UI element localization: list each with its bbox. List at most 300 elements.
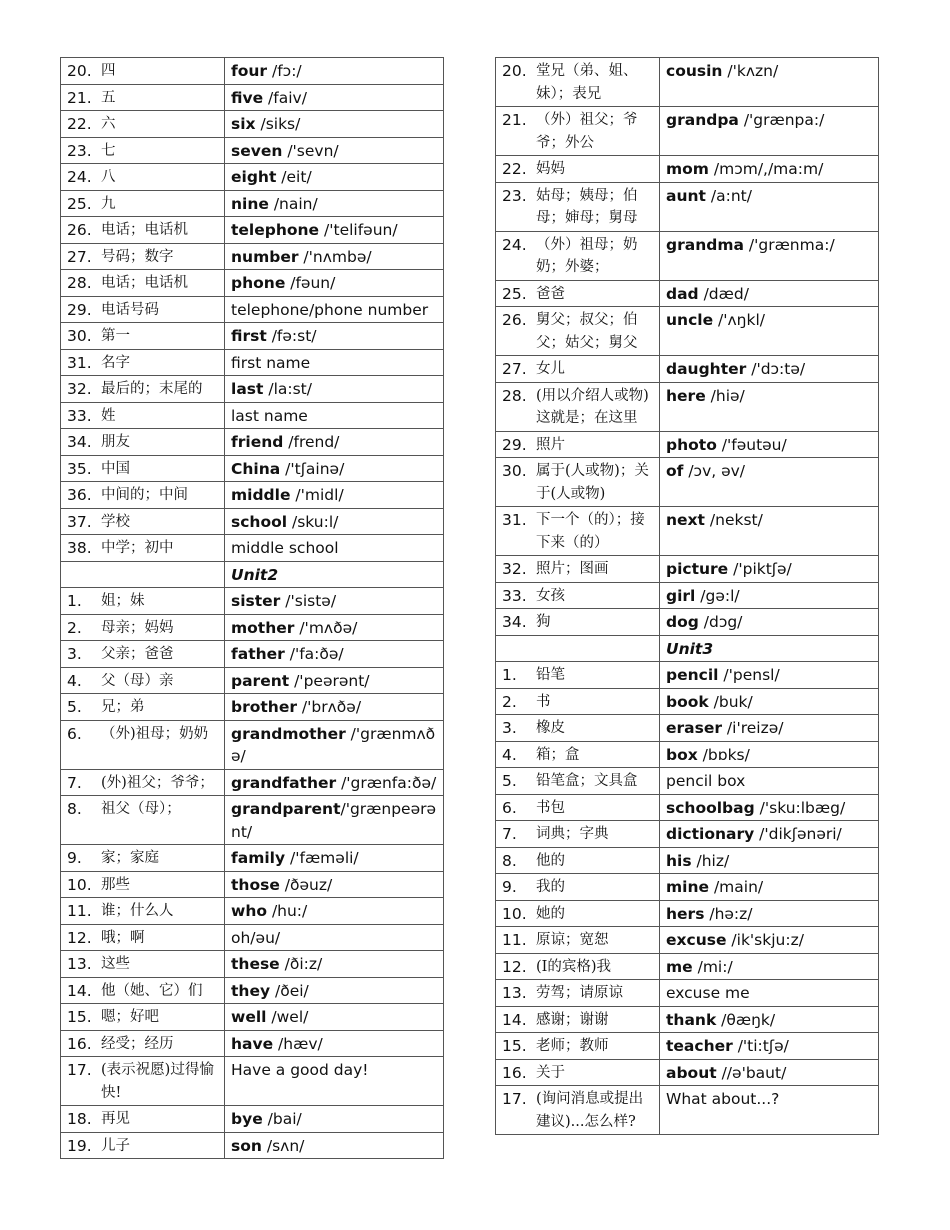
entry-number: 34.: [502, 613, 527, 631]
phonetic: /'sevn/: [282, 141, 339, 160]
english-word: family: [231, 849, 286, 867]
english-word: box: [666, 745, 698, 764]
phonetic: /'fəutəu/: [716, 435, 787, 454]
chinese-meaning-cell: [61, 296, 225, 323]
chinese-meaning-cell: [496, 1033, 660, 1060]
english-word: mine: [666, 878, 710, 896]
english-word: oh/əu/: [231, 928, 281, 947]
english-word-cell: [225, 898, 444, 925]
entry-number: 28.: [502, 386, 527, 405]
chinese-meaning-cell: [496, 1006, 660, 1033]
chinese-meaning: 中间的；中间: [101, 487, 188, 503]
vocab-row: [61, 429, 444, 456]
english-word: grandma: [666, 235, 744, 254]
entry-number: 25.: [502, 284, 527, 303]
phonetic: /fə:st/: [266, 327, 317, 345]
entry-number: 36.: [67, 486, 92, 504]
english-word-cell: [225, 164, 444, 191]
english-word-cell: [660, 231, 879, 280]
entry-number: 17.: [502, 1090, 527, 1108]
english-word-cell: [225, 1057, 444, 1106]
chinese-meaning: 四: [101, 63, 116, 79]
phonetic: /fɔ:/: [267, 62, 302, 80]
english-word: hers: [666, 904, 705, 923]
vocab-row: [496, 847, 879, 874]
entry-number: 28.: [67, 274, 92, 292]
english-word: first name: [231, 353, 311, 372]
chinese-meaning: 劳驾；请原谅: [536, 985, 623, 1001]
chinese-meaning: 哦；啊: [101, 929, 145, 946]
vocab-row: [61, 1030, 444, 1057]
phonetic: /'grænmʌðə/: [231, 724, 436, 765]
english-word: eraser: [666, 719, 722, 737]
english-word: four: [231, 62, 268, 80]
entry-number: 31.: [67, 353, 92, 372]
chinese-meaning-cell: [496, 662, 660, 689]
english-word: his: [666, 851, 692, 870]
entry-number: 6.: [67, 724, 82, 743]
entry-number: 12.: [67, 928, 92, 947]
chinese-meaning: 爸爸: [536, 285, 565, 302]
english-word-cell: [225, 137, 444, 164]
chinese-meaning-cell: [496, 609, 660, 636]
english-word-cell: [225, 871, 444, 898]
entry-number: 16.: [67, 1034, 92, 1053]
english-word-cell: [660, 874, 879, 901]
phonetic: /sʌn/: [261, 1136, 305, 1155]
unit-title: Unit2: [225, 561, 444, 588]
entry-number: 13.: [502, 984, 527, 1002]
chinese-meaning-cell: [496, 741, 660, 768]
chinese-meaning-cell: [496, 356, 660, 383]
vocab-row: [61, 84, 444, 111]
chinese-meaning: 学校: [101, 513, 130, 530]
english-word: of: [666, 462, 684, 480]
vocab-row: [61, 508, 444, 535]
chinese-meaning-cell: [61, 614, 225, 641]
phonetic: /dæd/: [698, 284, 749, 303]
vocab-row: [496, 980, 879, 1007]
chinese-meaning-cell: [61, 1106, 225, 1133]
chinese-meaning: 舅父；叔父；伯父；姑父；舅父: [536, 312, 638, 351]
unit-heading-row: [496, 635, 879, 662]
phonetic: /hə:z/: [704, 904, 753, 923]
entry-number: 17.: [67, 1061, 92, 1079]
english-word-cell: [225, 614, 444, 641]
english-word-cell: [660, 556, 879, 583]
english-word: they: [231, 981, 271, 1000]
entry-number: 30.: [67, 327, 92, 345]
entry-number: 32.: [502, 560, 527, 578]
english-word: five: [231, 88, 264, 107]
vocab-row: [61, 137, 444, 164]
english-word-cell: [225, 58, 444, 85]
vocab-row: [496, 927, 879, 954]
entry-number: 24.: [502, 235, 527, 254]
chinese-meaning: 关于: [536, 1064, 565, 1081]
vocab-row: [61, 871, 444, 898]
english-word: have: [231, 1034, 274, 1053]
english-word: excuse: [666, 931, 727, 949]
entry-number: 20.: [502, 62, 527, 80]
phonetic: /ðəuz/: [279, 875, 333, 894]
english-word-cell: [225, 349, 444, 376]
english-word: grandpa: [666, 111, 739, 129]
chinese-meaning-cell: [496, 458, 660, 507]
chinese-meaning-cell: [496, 847, 660, 874]
entry-number: 27.: [67, 247, 92, 266]
vocab-row: [496, 821, 879, 848]
chinese-meaning-cell: [496, 980, 660, 1007]
vocab-row: [496, 900, 879, 927]
phonetic: /gə:l/: [695, 586, 740, 605]
entry-number: 31.: [502, 511, 527, 529]
chinese-meaning-cell: [61, 137, 225, 164]
english-word: me: [666, 957, 693, 976]
entry-number: 18.: [67, 1110, 92, 1128]
english-word-cell: [225, 769, 444, 796]
phonetic: /nekst/: [704, 511, 763, 529]
english-word: schoolbag: [666, 798, 755, 817]
entry-number: 30.: [502, 462, 527, 480]
english-word-cell: [660, 688, 879, 715]
phonetic: /bɒks/: [697, 745, 750, 764]
entry-number: 14.: [502, 1010, 527, 1029]
chinese-meaning: (询问消息或提出建议)...怎么样?: [536, 1091, 644, 1130]
chinese-meaning-cell: [496, 582, 660, 609]
entry-number: 38.: [67, 539, 92, 557]
vocab-row: [61, 296, 444, 323]
chinese-meaning: 这些: [101, 956, 130, 972]
english-word: thank: [666, 1010, 717, 1029]
chinese-meaning-cell: [496, 953, 660, 980]
english-word-cell: [225, 951, 444, 978]
english-word: seven: [231, 141, 283, 160]
english-word-cell: [225, 924, 444, 951]
english-word: excuse me: [666, 984, 750, 1002]
entry-number: 4.: [67, 671, 82, 690]
english-word-cell: [225, 588, 444, 615]
chinese-meaning: （外）祖母；奶奶；外婆；: [536, 236, 638, 275]
phonetic: /'peərənt/: [289, 671, 370, 690]
entry-number: 21.: [67, 88, 92, 107]
chinese-meaning: 电话；电话机: [101, 275, 188, 291]
english-word-cell: [660, 900, 879, 927]
vocab-row: [61, 535, 444, 562]
entry-number: 3.: [502, 719, 517, 737]
entry-number: 19.: [67, 1136, 92, 1155]
english-word: brother: [231, 698, 297, 716]
chinese-meaning: 姑母；姨母；伯母；婶母；舅母: [536, 187, 638, 226]
english-word: girl: [666, 586, 696, 605]
phonetic: /wel/: [266, 1008, 309, 1026]
chinese-meaning-cell: [61, 641, 225, 668]
english-word-cell: [225, 217, 444, 244]
english-word-cell: [660, 662, 879, 689]
chinese-meaning: （外)祖母；奶奶: [101, 725, 209, 742]
chinese-meaning-cell: [61, 482, 225, 509]
entry-number: 11.: [67, 902, 92, 920]
english-word-cell: [660, 821, 879, 848]
chinese-meaning-cell: [61, 190, 225, 217]
chinese-meaning-cell: [61, 924, 225, 951]
chinese-meaning: 妈妈: [536, 161, 565, 177]
vocab-row: [496, 231, 879, 280]
entry-number: 33.: [502, 586, 527, 605]
phonetic: /'kʌzn/: [722, 62, 779, 80]
phonetic: /'piktʃə/: [728, 560, 792, 578]
chinese-meaning: 再见: [101, 1111, 130, 1127]
english-word-cell: [225, 243, 444, 270]
vocab-row: [61, 217, 444, 244]
entry-number: 35.: [67, 459, 92, 478]
chinese-meaning: 女孩: [536, 587, 565, 604]
english-word-cell: [225, 296, 444, 323]
chinese-meaning-cell: [61, 349, 225, 376]
chinese-meaning: 电话号码: [101, 301, 159, 318]
phonetic: /ik'skju:z/: [726, 931, 804, 949]
chinese-meaning-cell: [496, 821, 660, 848]
english-word: middle school: [231, 539, 339, 557]
english-word-cell: [225, 429, 444, 456]
chinese-meaning-cell: [61, 508, 225, 535]
phonetic: /'grænpeərənt/: [231, 800, 437, 841]
phonetic: /bai/: [262, 1110, 302, 1128]
chinese-meaning-cell: [61, 871, 225, 898]
phonetic: /'grænpa:/: [738, 111, 825, 129]
english-word-cell: [660, 507, 879, 556]
english-word-cell: [660, 458, 879, 507]
chinese-meaning: 中学；初中: [101, 540, 174, 556]
vocab-row: [61, 190, 444, 217]
entry-number: 27.: [502, 360, 527, 378]
english-word-cell: [660, 107, 879, 156]
entry-number: 1.: [67, 592, 82, 610]
vocab-row: [496, 156, 879, 183]
vocab-row: [496, 953, 879, 980]
phonetic: /'sku:lbæg/: [754, 798, 846, 817]
vocab-table-right: [495, 57, 879, 1135]
chinese-meaning: 老师；教师: [536, 1038, 609, 1054]
chinese-meaning-cell: [61, 323, 225, 350]
entry-number: 33.: [67, 406, 92, 425]
english-word: well: [231, 1008, 267, 1026]
unit-heading-row: [61, 561, 444, 588]
english-word: dictionary: [666, 825, 755, 843]
chinese-meaning-cell: [61, 694, 225, 721]
entry-number: 12.: [502, 957, 527, 976]
english-word: these: [231, 955, 280, 973]
chinese-meaning: 感谢；谢谢: [536, 1011, 609, 1028]
english-word-cell: [225, 1132, 444, 1159]
english-word-cell: [225, 508, 444, 535]
english-word: eight: [231, 168, 277, 186]
english-word-cell: [660, 768, 879, 795]
vocab-row: [496, 715, 879, 742]
phonetic: /'ti:tʃə/: [732, 1037, 789, 1055]
vocab-row: [61, 720, 444, 769]
chinese-meaning-cell: [496, 231, 660, 280]
english-word-cell: [225, 694, 444, 721]
vocab-row: [496, 874, 879, 901]
entry-number: 7.: [67, 773, 82, 792]
english-word-cell: [660, 307, 879, 356]
vocab-row: [496, 458, 879, 507]
english-word-cell: [225, 482, 444, 509]
english-word-cell: [225, 1106, 444, 1133]
english-word: daughter: [666, 360, 747, 378]
chinese-meaning-cell: [496, 507, 660, 556]
english-word-cell: [660, 1086, 879, 1135]
phonetic: //ə'baut/: [716, 1063, 787, 1082]
chinese-meaning-cell: [61, 84, 225, 111]
english-word-cell: [225, 323, 444, 350]
english-word: bye: [231, 1110, 263, 1128]
chinese-meaning: 书包: [536, 799, 565, 816]
phonetic: /'telifəun/: [319, 221, 398, 239]
entry-number: 24.: [67, 168, 92, 186]
phonetic: /'tʃainə/: [280, 459, 345, 478]
chinese-meaning: 她的: [536, 905, 565, 922]
chinese-meaning-cell: [61, 588, 225, 615]
english-word: telephone: [231, 221, 320, 239]
vocab-row: [61, 769, 444, 796]
chinese-meaning: (外)祖父；爷爷；: [101, 774, 214, 791]
english-word-cell: [660, 1033, 879, 1060]
chinese-meaning-cell: [61, 1057, 225, 1106]
vocab-row: [496, 662, 879, 689]
vocab-row: [61, 694, 444, 721]
english-word-cell: [225, 84, 444, 111]
entry-number: 5.: [502, 772, 517, 790]
vocab-row: [61, 349, 444, 376]
vocab-row: [496, 58, 879, 107]
english-word: last: [231, 380, 264, 398]
entry-number: 7.: [502, 825, 517, 843]
vocab-row: [61, 1004, 444, 1031]
english-word-cell: [660, 280, 879, 307]
vocab-row: [61, 796, 444, 845]
phonetic: /eit/: [276, 168, 312, 186]
chinese-meaning-cell: [496, 182, 660, 231]
english-word: father: [231, 645, 285, 663]
entry-number: 29.: [67, 300, 92, 319]
chinese-meaning: 下一个（的）；接下来（的）: [536, 512, 645, 551]
english-word: next: [666, 511, 705, 529]
vocab-row: [61, 951, 444, 978]
chinese-meaning: 嗯；好吧: [101, 1009, 159, 1025]
chinese-meaning-cell: [61, 243, 225, 270]
vocab-row: [496, 382, 879, 431]
vocab-row: [61, 164, 444, 191]
english-word: six: [231, 115, 256, 133]
chinese-meaning: 最后的；末尾的: [101, 381, 203, 397]
vocab-row: [61, 111, 444, 138]
chinese-meaning: 祖父（母）；: [101, 801, 181, 817]
phonetic: /buk/: [708, 692, 753, 711]
english-word-cell: [660, 715, 879, 742]
chinese-meaning: 中国: [101, 460, 130, 477]
chinese-meaning: 六: [101, 116, 116, 132]
english-word-cell: [225, 796, 444, 845]
vocab-row: [496, 1086, 879, 1135]
phonetic: /'dikʃənəri/: [754, 825, 842, 843]
english-word: China: [231, 459, 281, 478]
chinese-meaning: 五: [101, 89, 116, 106]
chinese-meaning: 号码；数字: [101, 248, 174, 265]
english-word-cell: [660, 356, 879, 383]
chinese-meaning-cell: [496, 431, 660, 458]
entry-number: 14.: [67, 981, 92, 1000]
english-word: number: [231, 247, 299, 266]
chinese-meaning: 名字: [101, 354, 130, 371]
phonetic: /ði:z/: [279, 955, 323, 973]
phonetic: /la:st/: [263, 380, 312, 398]
phonetic: /'mʌðə/: [294, 618, 358, 637]
chinese-meaning: 家；家庭: [101, 850, 159, 866]
chinese-meaning: 母亲；妈妈: [101, 619, 174, 636]
vocab-row: [61, 845, 444, 872]
chinese-meaning: （外）祖父；爷爷；外公: [536, 112, 638, 151]
chinese-meaning-cell: [61, 164, 225, 191]
phonetic: /'fa:ðə/: [284, 645, 344, 663]
chinese-meaning: 橡皮: [536, 720, 565, 736]
entry-number: 5.: [67, 698, 82, 716]
english-word-cell: [660, 927, 879, 954]
phonetic: /hiə/: [705, 386, 745, 405]
chinese-meaning: 经受；经历: [101, 1035, 174, 1052]
phonetic: /mɔm/,/ma:m/: [708, 160, 824, 178]
vocab-row: [496, 794, 879, 821]
vocab-row: [61, 614, 444, 641]
chinese-meaning-cell: [496, 58, 660, 107]
vocab-row: [61, 667, 444, 694]
vocab-row: [61, 323, 444, 350]
chinese-meaning: 属于(人或物)；关于(人或物): [536, 463, 649, 502]
english-word: mom: [666, 160, 709, 178]
entry-number: 3.: [67, 645, 82, 663]
english-word: photo: [666, 435, 717, 454]
vocab-row: [61, 898, 444, 925]
english-word-cell: [660, 609, 879, 636]
chinese-meaning: 谁；什么人: [101, 903, 174, 919]
vocab-row: [496, 1059, 879, 1086]
chinese-meaning: 父亲；爸爸: [101, 646, 174, 662]
english-word-cell: [660, 794, 879, 821]
english-word: teacher: [666, 1037, 733, 1055]
phonetic: /hæv/: [273, 1034, 323, 1053]
entry-number: 9.: [67, 849, 82, 867]
chinese-meaning-cell: [496, 688, 660, 715]
entry-number: 13.: [67, 955, 92, 973]
chinese-meaning-cell: [496, 280, 660, 307]
chinese-meaning-cell: [61, 898, 225, 925]
entry-number: 2.: [67, 618, 82, 637]
vocab-table-body: [496, 58, 879, 1135]
english-word: grandmother: [231, 724, 346, 743]
entry-number: 34.: [67, 433, 92, 451]
chinese-meaning-cell: [61, 429, 225, 456]
chinese-meaning: 他（她、它）们: [101, 982, 203, 999]
vocab-row: [61, 1132, 444, 1159]
chinese-meaning: (表示祝愿)过得愉快!: [101, 1062, 214, 1101]
english-word: middle: [231, 486, 291, 504]
vocab-row: [61, 641, 444, 668]
chinese-meaning-cell: [61, 1030, 225, 1057]
phonetic: /mi:/: [692, 957, 733, 976]
chinese-meaning-cell: [496, 768, 660, 795]
entry-number: 6.: [502, 798, 517, 817]
